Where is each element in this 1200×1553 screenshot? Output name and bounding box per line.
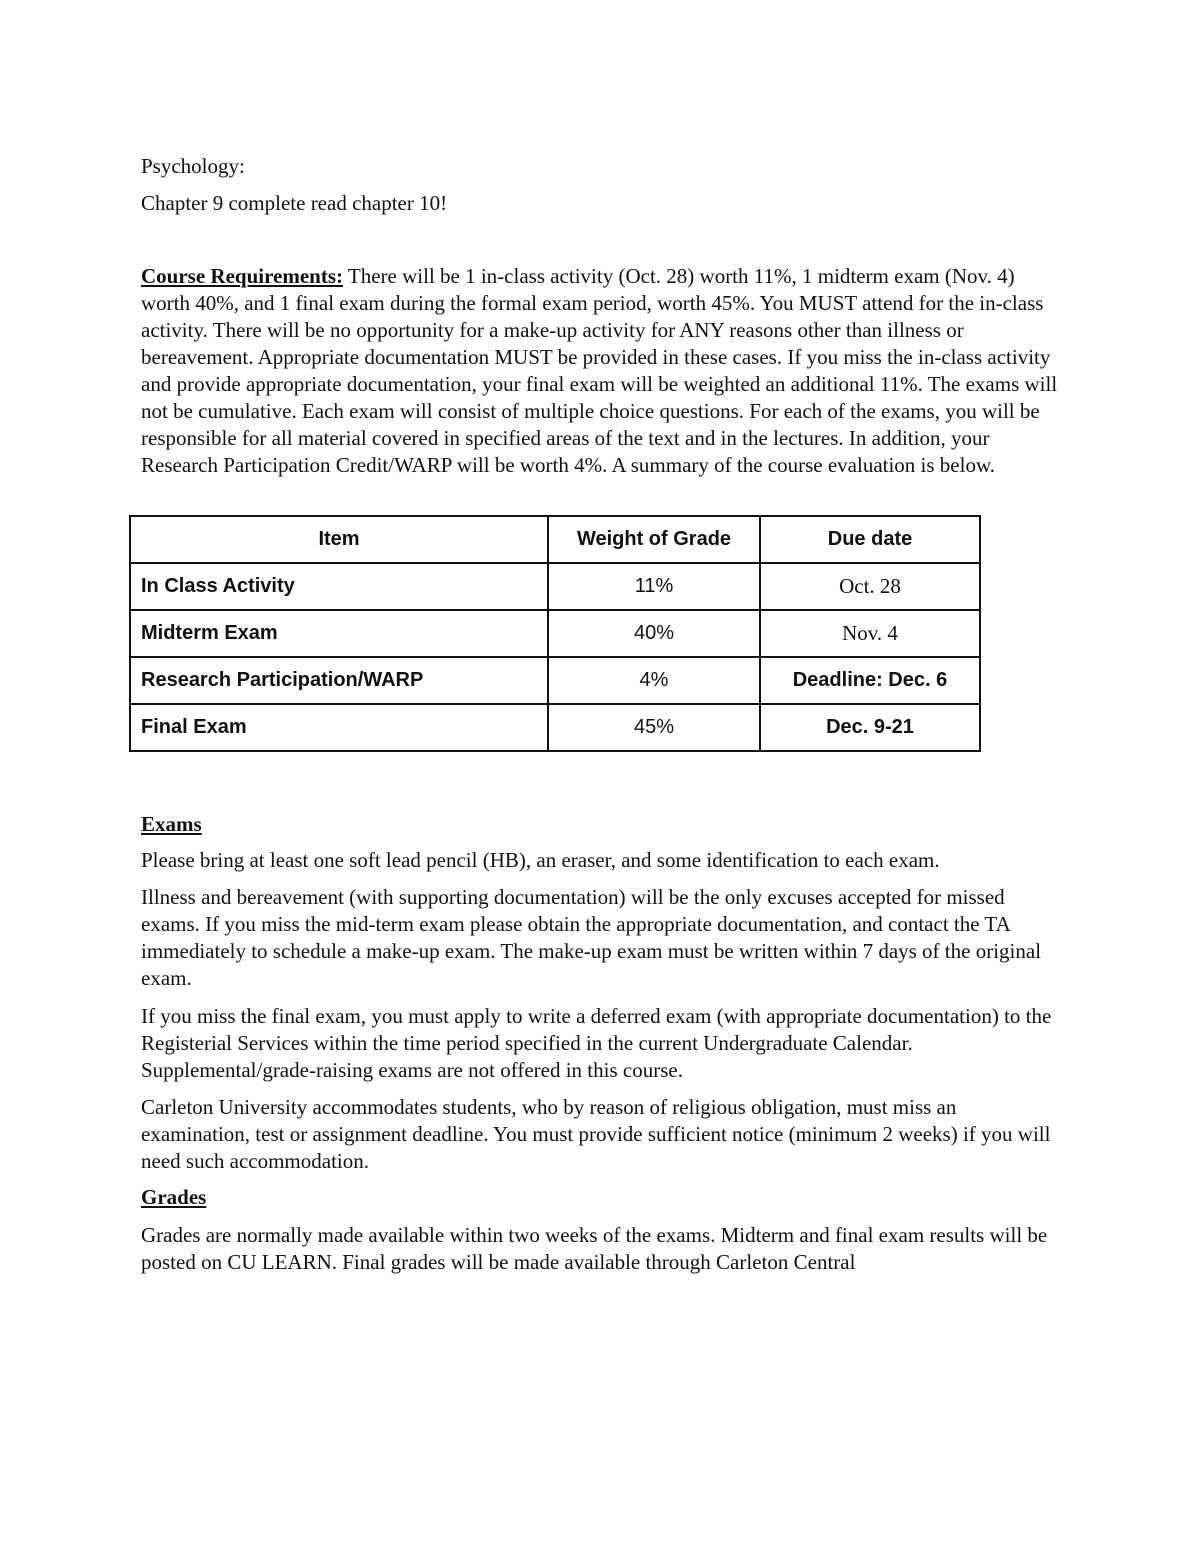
table-row	[130, 563, 980, 610]
grades-paragraph: Grades are normally made available within two weeks of the exams. Midterm and final exam results will be posted on CU LEARN. Final grades will be made available through Carleton Central	[141, 1223, 1048, 1274]
row-weight: 4%	[548, 657, 760, 704]
exams-paragraph-3: If you miss the final exam, you must apply to write a deferred exam (with appropriate documentation) to the Registerial Services within the time period specified in the current Undergraduate Calendar. Supplemental/grade-raising exams are not offered in this course.	[141, 1004, 1052, 1082]
exams-heading: Exams	[141, 812, 202, 836]
row-item: Midterm Exam	[130, 610, 548, 657]
table-row	[130, 657, 980, 704]
course-requirements-text: There will be 1 in-class activity (Oct. 28) worth 11%, 1 midterm exam (Nov. 4) worth 40%, and 1 final exam during the formal exam period, worth 45%. You MUST attend for the in-class activity. There will be no opportunity for a make-up activity for ANY reasons other than illness or bereavement. Appropriate documentation MUST be provided in these cases. If you miss the in-class activity and provide appropriate documentation, your final exam will be weighted an additional 11%. The exams will not be cumulative. Each exam will consist of multiple choice questions. For each of the exams, you will be responsible for all material covered in specified areas of the text and in the lectures. In addition, your Research Participation Credit/WARP will be worth 4%. A summary of the course evaluation is below.	[141, 264, 1058, 477]
row-weight: 11%	[548, 563, 760, 610]
grades-heading: Grades	[141, 1185, 207, 1209]
row-item: Research Participation/WARP	[130, 657, 548, 704]
table-header-row	[130, 516, 980, 563]
row-item: In Class Activity	[130, 563, 548, 610]
table-row	[130, 610, 980, 657]
table-row	[130, 704, 980, 751]
row-weight: 45%	[548, 704, 760, 751]
row-due-date: Oct. 28	[760, 563, 980, 610]
header-weight: Weight of Grade	[548, 516, 760, 563]
row-due-date: Deadline: Dec. 6	[760, 657, 980, 704]
grade-table	[129, 515, 981, 752]
course-requirements-paragraph	[141, 263, 1066, 479]
course-requirements-heading: Course Requirements:	[141, 264, 344, 288]
row-due-date: Nov. 4	[760, 610, 980, 657]
exams-paragraph-4: Carleton University accommodates students, who by reason of religious obligation, must miss an examination, test or assignment deadline. You must provide sufficient notice (minimum 2 weeks) if you will need such accommodation.	[141, 1095, 1051, 1173]
header-item: Item	[130, 516, 548, 563]
exams-paragraph-1: Please bring at least one soft lead pencil (HB), an eraser, and some identification to each exam.	[141, 848, 940, 872]
subject-label: Psychology:	[141, 154, 245, 178]
chapter-note: Chapter 9 complete read chapter 10!	[141, 191, 448, 215]
exams-paragraph-2: Illness and bereavement (with supporting documentation) will be the only excuses accepted for missed exams. If you miss the mid-term exam please obtain the appropriate documentation, and contact the TA immediately to schedule a make-up exam. The make-up exam must be written within 7 days of the original exam.	[141, 885, 1042, 990]
row-due-date: Dec. 9-21	[760, 704, 980, 751]
row-item: Final Exam	[130, 704, 548, 751]
row-weight: 40%	[548, 610, 760, 657]
header-due-date: Due date	[760, 516, 980, 563]
